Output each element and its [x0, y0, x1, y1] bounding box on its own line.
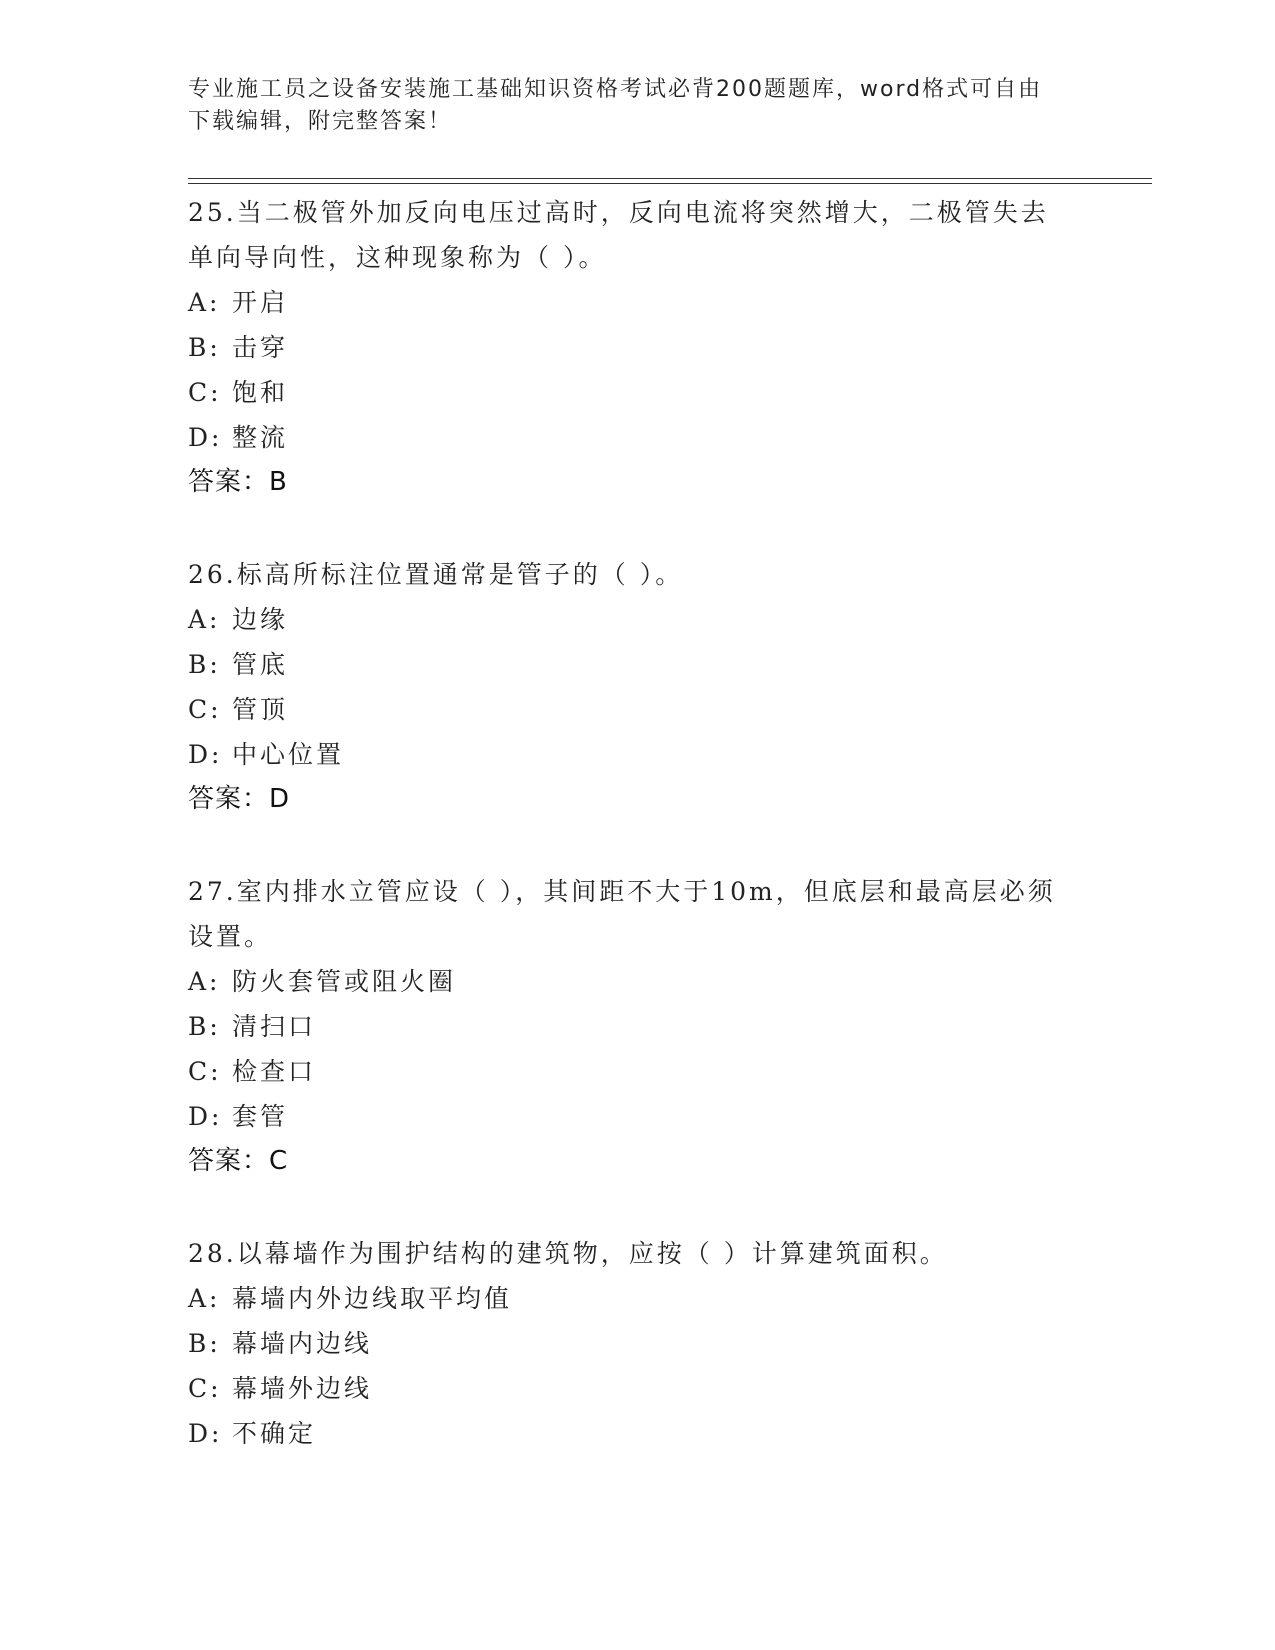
- question-stem-line2: 单向导向性，这种现象称为（ ）。: [188, 243, 607, 272]
- option-b: [188, 1004, 1088, 1049]
- question-26: [188, 552, 1088, 822]
- option-letter: D:: [188, 1419, 223, 1448]
- option-text: 防火套管或阻火圈: [232, 967, 457, 996]
- answer-text: 答案：D: [188, 784, 291, 814]
- question-25: [188, 190, 1088, 505]
- answer-text: 答案：B: [188, 467, 288, 497]
- header-title-line1: 专业施工员之设备安装施工基础知识资格考试必背200题题库，word格式可自由: [188, 77, 1043, 102]
- option-letter: B:: [188, 1329, 221, 1358]
- option-b: [188, 325, 1088, 370]
- option-b: [188, 1321, 1088, 1366]
- question-28: [188, 1231, 1088, 1456]
- option-a: [188, 1276, 1088, 1321]
- option-letter: A:: [188, 967, 221, 996]
- option-c: [188, 687, 1088, 732]
- option-a: [188, 280, 1088, 325]
- document-header: [188, 74, 1068, 138]
- option-text: 整流: [232, 423, 289, 452]
- header-divider-top: [188, 178, 1152, 179]
- option-list: [188, 1276, 1088, 1456]
- option-text: 幕墙外边线: [232, 1374, 373, 1403]
- option-d: [188, 732, 1088, 777]
- option-letter: D:: [188, 1102, 223, 1131]
- option-text: 幕墙内边线: [232, 1329, 373, 1358]
- option-letter: A:: [188, 605, 221, 634]
- option-a: [188, 959, 1088, 1004]
- option-letter: B:: [188, 1012, 221, 1041]
- option-text: 不确定: [232, 1419, 317, 1448]
- option-letter: A:: [188, 288, 221, 317]
- question-stem-line1: 27.室内排水立管应设（ ），其间距不大于10m，但底层和最高层必须: [188, 877, 1056, 906]
- answer-text: 答案：C: [188, 1146, 289, 1176]
- question-27: [188, 869, 1088, 1184]
- question-stem: [188, 869, 1088, 959]
- option-d: [188, 1411, 1088, 1456]
- option-letter: A:: [188, 1284, 221, 1313]
- option-text: 管底: [232, 650, 289, 679]
- option-letter: C:: [188, 695, 222, 724]
- option-c: [188, 1049, 1088, 1094]
- option-letter: C:: [188, 1374, 222, 1403]
- question-stem: [188, 1231, 1088, 1276]
- question-stem: [188, 552, 1088, 597]
- option-c: [188, 1366, 1088, 1411]
- question-list: [188, 190, 1088, 1503]
- option-text: 清扫口: [232, 1012, 317, 1041]
- option-c: [188, 370, 1088, 415]
- option-list: [188, 597, 1088, 777]
- option-a: [188, 597, 1088, 642]
- option-letter: D:: [188, 423, 223, 452]
- option-text: 饱和: [232, 378, 289, 407]
- option-d: [188, 1094, 1088, 1139]
- option-d: [188, 415, 1088, 460]
- option-list: [188, 959, 1088, 1139]
- option-letter: D:: [188, 740, 223, 769]
- option-text: 幕墙内外边线取平均值: [232, 1284, 513, 1313]
- option-b: [188, 642, 1088, 687]
- option-text: 套管: [232, 1102, 289, 1131]
- option-text: 中心位置: [232, 740, 345, 769]
- header-divider-bottom: [188, 183, 1152, 184]
- question-stem-line1: 28.以幕墙作为围护结构的建筑物，应按（ ）计算建筑面积。: [188, 1239, 948, 1268]
- option-list: [188, 280, 1088, 460]
- question-stem: [188, 190, 1088, 280]
- option-letter: B:: [188, 650, 221, 679]
- question-stem-line2: 设置。: [188, 922, 273, 951]
- option-text: 边缘: [232, 605, 289, 634]
- option-text: 管顶: [232, 695, 289, 724]
- option-letter: C:: [188, 1057, 222, 1086]
- option-text: 检查口: [232, 1057, 317, 1086]
- header-title-line2: 下载编辑，附完整答案！: [188, 109, 453, 134]
- question-stem-line1: 26.标高所标注位置通常是管子的（ ）。: [188, 560, 684, 589]
- option-text: 开启: [232, 288, 289, 317]
- option-text: 击穿: [232, 333, 289, 362]
- question-stem-line1: 25.当二极管外加反向电压过高时，反向电流将突然增大，二极管失去: [188, 198, 1049, 227]
- option-letter: B:: [188, 333, 221, 362]
- option-letter: C:: [188, 378, 222, 407]
